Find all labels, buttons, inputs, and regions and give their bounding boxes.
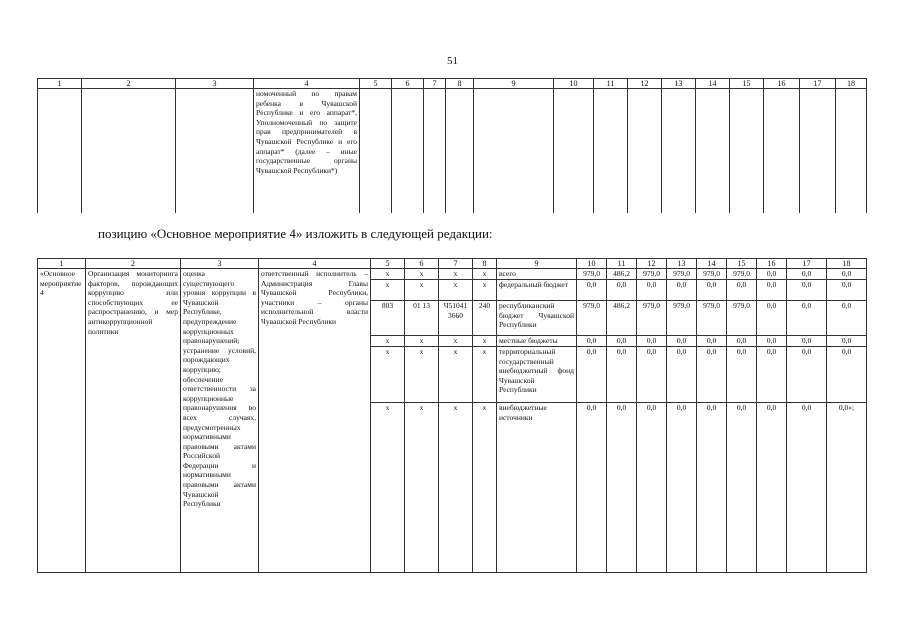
value-cell: 0,0 [697,403,727,573]
header-cell: 15 [727,259,757,269]
value-cell: 0,0 [757,269,787,280]
target-article-cell: x [439,347,473,403]
header-cell: 11 [607,259,637,269]
expense-type-cell: x [473,347,497,403]
activity-number-cell: «Основное мероприятие 4 [38,269,86,573]
header-cell: 4 [254,79,360,89]
value-cell: 0,0 [827,301,867,336]
empty-cell [176,89,254,213]
empty-cell [424,89,446,213]
empty-cell [360,89,392,213]
main-table-header-row [38,259,867,269]
value-cell: 0,0 [577,280,607,301]
header-cell: 16 [764,79,800,89]
header-cell: 3 [181,259,259,269]
value-cell: 0,0 [667,336,697,347]
grbs-cell: x [371,280,405,301]
value-cell: 0,0 [697,280,727,301]
value-cell: 979,0 [637,301,667,336]
empty-cell [836,89,867,213]
header-cell: 5 [371,259,405,269]
main-table [37,258,867,573]
value-cell: 0,0 [757,403,787,573]
value-cell: 0,0 [577,336,607,347]
header-cell: 2 [86,259,181,269]
header-cell: 9 [474,79,554,89]
header-cell: 15 [730,79,764,89]
header-cell: 14 [696,79,730,89]
header-cell: 18 [836,79,867,89]
empty-cell [392,89,424,213]
header-cell: 9 [497,259,577,269]
value-cell: 0,0 [727,403,757,573]
top-table-row [38,89,867,213]
funding-source-cell: всего [497,269,577,280]
header-cell: 8 [473,259,497,269]
header-cell: 13 [667,259,697,269]
expense-type-cell: x [473,280,497,301]
activity-name-cell: Организация мониторинга факторов, порождающих коррупцию или способствующих ее распространению, и мер антикоррупционной политики [86,269,181,573]
value-cell: 0,0 [787,347,827,403]
header-cell: 7 [424,79,446,89]
empty-cell [662,89,696,213]
section-cell: x [405,347,439,403]
empty-cell [764,89,800,213]
header-cell: 10 [554,79,594,89]
value-cell: 0,0 [787,301,827,336]
value-cell: 979,0 [667,301,697,336]
expense-type-cell: 240 [473,301,497,336]
header-cell: 11 [594,79,628,89]
funding-source-cell: федеральный бюджет [497,280,577,301]
value-cell: 979,0 [577,301,607,336]
table-row [38,269,867,280]
value-cell: 979,0 [697,301,727,336]
value-cell: 0,0 [577,403,607,573]
header-cell: 1 [38,79,82,89]
empty-cell [474,89,554,213]
value-cell: 979,0 [637,269,667,280]
header-cell: 8 [446,79,474,89]
header-cell: 7 [439,259,473,269]
grbs-cell: x [371,347,405,403]
target-article-cell: x [439,336,473,347]
grbs-cell: x [371,336,405,347]
value-cell: 0,0 [607,347,637,403]
section-cell: x [405,269,439,280]
header-cell: 4 [259,259,371,269]
value-cell: 0,0 [607,336,637,347]
value-cell: 0,0 [637,336,667,347]
header-cell: 16 [757,259,787,269]
value-cell: 0,0 [787,280,827,301]
header-cell: 6 [405,259,439,269]
empty-cell [446,89,474,213]
grbs-cell: x [371,269,405,280]
value-cell: 0,0 [727,347,757,403]
value-cell: 0,0 [637,347,667,403]
header-cell: 6 [392,79,424,89]
value-cell: 0,0 [827,280,867,301]
header-cell: 1 [38,259,86,269]
value-cell: 979,0 [667,269,697,280]
value-cell: 0,0 [667,280,697,301]
page-number: 51 [447,55,458,67]
expense-type-cell: x [473,336,497,347]
value-cell: 0,0 [827,336,867,347]
section-cell: x [405,280,439,301]
empty-cell [554,89,594,213]
empty-cell [594,89,628,213]
top-table-header-row [38,79,867,89]
header-cell: 18 [827,259,867,269]
empty-cell [628,89,662,213]
value-cell: 979,0 [577,269,607,280]
value-cell: 0,0 [727,280,757,301]
value-cell: 0,0 [787,403,827,573]
value-cell: 979,0 [697,269,727,280]
funding-source-cell: местные бюджеты [497,336,577,347]
top-table-fragment [37,78,867,213]
empty-cell [82,89,176,213]
amendment-heading: позицию «Основное мероприятие 4» изложить в следующей редакции: [98,226,493,241]
section-cell: x [405,336,439,347]
section-cell: 01 13 [405,301,439,336]
value-cell: 0,0 [637,403,667,573]
header-cell: 10 [577,259,607,269]
executors-cell: ответственный исполнитель – Администрация Главы Чувашской Республики, участники – органы исполнительной власти Чувашской Республики [259,269,371,573]
expected-result-cell: оценка существующего уровня коррупции в Чувашской Республике, предупреждение коррупционных правонарушений; устранение условий, порождающих коррупцию; обеспечение ответственности за коррупционные правонарушения во всех случаях, предусмотренных нормативными правовыми актами Российской Федерации и нормативными правовыми актами Чувашской Республики [181,269,259,573]
value-cell: 0,0 [787,336,827,347]
value-cell: 0,0 [827,269,867,280]
funding-source-cell: территориальный государственный внебюджетный фонд Чувашской Республики [497,347,577,403]
empty-cell [730,89,764,213]
header-cell: 13 [662,79,696,89]
value-cell: 979,0 [727,269,757,280]
grbs-cell: x [371,403,405,573]
value-cell: 486,2 [607,301,637,336]
value-cell: 0,0 [697,336,727,347]
value-cell: 0,0 [827,347,867,403]
header-cell: 3 [176,79,254,89]
value-cell: 486,2 [607,269,637,280]
header-cell: 5 [360,79,392,89]
target-article-cell: x [439,269,473,280]
header-cell: 2 [82,79,176,89]
header-cell: 14 [697,259,727,269]
value-cell: 0,0 [727,336,757,347]
empty-cell [696,89,730,213]
header-cell: 12 [628,79,662,89]
header-cell: 17 [787,259,827,269]
value-cell: 0,0 [577,347,607,403]
value-cell: 0,0 [757,280,787,301]
value-cell: 0,0 [637,280,667,301]
funding-source-cell: внебюджетные источники [497,403,577,573]
value-cell: 0,0 [607,403,637,573]
value-cell: 0,0 [757,301,787,336]
target-article-cell: x [439,280,473,301]
expense-type-cell: x [473,269,497,280]
value-cell: 0,0 [787,269,827,280]
target-article-cell: x [439,403,473,573]
value-cell: 0,0 [667,347,697,403]
empty-cell [38,89,82,213]
value-cell: 0,0»; [827,403,867,573]
header-cell: 12 [637,259,667,269]
responsible-executors-cell: номоченный по правам ребенка в Чувашской Республике и его аппарат*, Уполномоченный по защите прав предпринимателей в Чувашской Республике и его аппарат* (далее – иные государственные органы Чувашской Республики*) [254,89,360,213]
empty-cell [800,89,836,213]
expense-type-cell: x [473,403,497,573]
value-cell: 0,0 [667,403,697,573]
value-cell: 0,0 [697,347,727,403]
value-cell: 0,0 [757,336,787,347]
value-cell: 0,0 [607,280,637,301]
value-cell: 0,0 [757,347,787,403]
target-article-cell: Ч51041 3660 [439,301,473,336]
funding-source-cell: республиканский бюджет Чувашской Республики [497,301,577,336]
header-cell: 17 [800,79,836,89]
section-cell: x [405,403,439,573]
value-cell: 979,0 [727,301,757,336]
grbs-cell: 803 [371,301,405,336]
